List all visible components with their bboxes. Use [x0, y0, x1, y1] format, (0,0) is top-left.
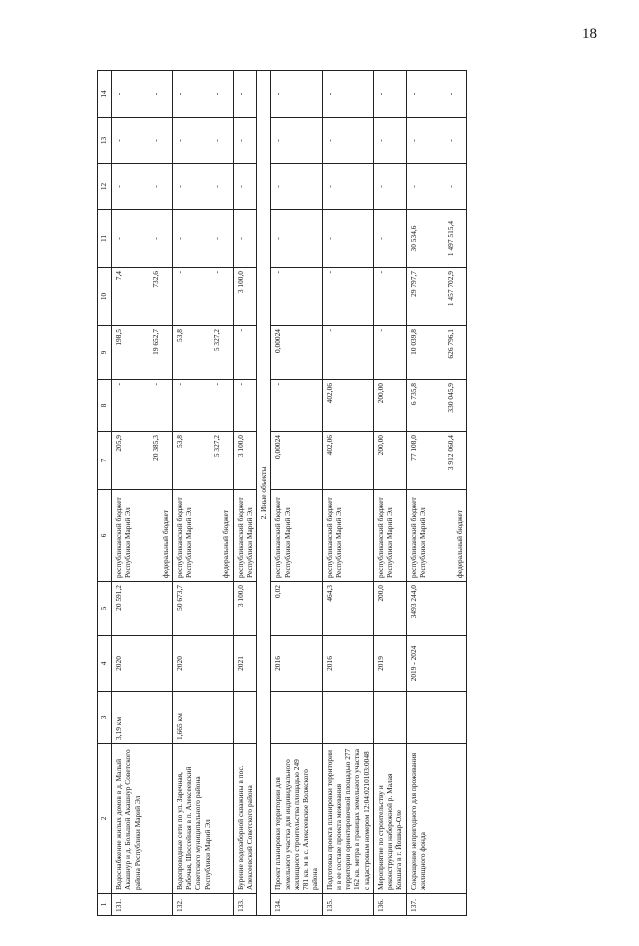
funding-source: федеральный бюджет	[455, 509, 464, 578]
amount-cell-c9	[233, 326, 257, 380]
funding-source: республиканский бюджет Республики Марий Эл	[174, 497, 193, 578]
amount-value: -	[273, 237, 283, 240]
line-gap	[123, 213, 151, 264]
row-number: 135.	[322, 894, 373, 916]
table-row	[271, 71, 322, 916]
table-row	[233, 71, 257, 916]
amount-cell-c7	[271, 432, 322, 490]
object-name: Проект планировки территории для земельного участка для индивидуального жилищного строительства площадью 249 781 кв. м в с. Алексеевское Волжского района	[271, 744, 322, 894]
column-header-14: 14	[98, 71, 112, 118]
funding-source: республиканский бюджет Республики Марий Эл	[273, 497, 292, 578]
line-gap	[418, 383, 446, 428]
line-gap	[418, 329, 446, 376]
amount-value: -	[273, 92, 283, 96]
amount-cell-c7	[233, 432, 257, 490]
amount-cell-c10	[406, 268, 467, 326]
amount-cell-c8	[271, 380, 322, 432]
line-gap	[418, 74, 446, 114]
amount-value: -	[235, 185, 245, 188]
section-row	[257, 71, 271, 916]
amount-value: -	[375, 237, 385, 240]
amount-value: 29 797,7	[408, 271, 418, 297]
amount-cell-c13	[406, 118, 467, 164]
amount-cell-c12	[406, 164, 467, 210]
funding-source-cell	[373, 490, 406, 582]
line-gap	[123, 74, 151, 114]
amount-cell-c12	[233, 164, 257, 210]
line-gap	[184, 74, 212, 114]
estimated-cost: 0,02	[271, 582, 322, 636]
amount-cell-c10	[112, 268, 173, 326]
amount-value: -	[273, 139, 283, 142]
amount-cell-c14	[406, 71, 467, 118]
row-number: 132.	[172, 894, 233, 916]
amount-cell-c13	[233, 118, 257, 164]
amount-value: 5 327,2	[212, 435, 221, 458]
amount-cell-c9	[172, 326, 233, 380]
row-number: 137.	[406, 894, 467, 916]
amount-value: 200,00	[375, 383, 385, 404]
amount-value: -	[324, 92, 334, 96]
amount-value: -	[375, 271, 385, 274]
amount-cell-c12	[172, 164, 233, 210]
funding-source-cell	[271, 490, 322, 582]
amount-cell-c11	[322, 210, 373, 268]
amount-value: -	[235, 329, 245, 332]
amount-cell-c9	[373, 326, 406, 380]
amount-cell-c14	[233, 71, 257, 118]
amount-cell-c13	[271, 118, 322, 164]
object-name: Водоснабжение жилых домов в д. Малый Акашнур и д. Большой Акашнур Советского района Республики Марий Эл	[112, 744, 173, 894]
funding-source: федеральный бюджет	[221, 509, 231, 578]
amount-cell-c13	[322, 118, 373, 164]
period: 2021	[233, 636, 257, 692]
amount-value: 3 100,0	[235, 435, 245, 458]
amount-value: -	[235, 237, 245, 240]
amount-cell-c11	[271, 210, 322, 268]
rotated-table-sheet	[97, 41, 612, 946]
amount-value: -	[324, 237, 334, 240]
column-header-13: 13	[98, 118, 112, 164]
line-gap	[193, 493, 221, 578]
amount-value: -	[174, 92, 184, 96]
period: 2019	[373, 636, 406, 692]
column-header-5: 5	[98, 582, 112, 636]
amount-cell-c8	[112, 380, 173, 432]
amount-cell-c14	[112, 71, 173, 118]
amount-cell-c13	[373, 118, 406, 164]
period: 2020	[112, 636, 173, 692]
period: 2016	[271, 636, 322, 692]
amount-value: -	[114, 92, 123, 96]
amount-cell-c12	[373, 164, 406, 210]
amount-value: -	[212, 383, 221, 386]
amount-cell-c13	[112, 118, 173, 164]
section-title: 2. Иные объекты	[257, 71, 271, 916]
amount-cell-c8	[373, 380, 406, 432]
amount-cell-c14	[322, 71, 373, 118]
line-gap	[133, 493, 161, 578]
line-gap	[418, 435, 446, 486]
amount-cell-c10	[233, 268, 257, 326]
row-number: 134.	[271, 894, 322, 916]
program-table	[97, 70, 467, 916]
amount-value: -	[114, 139, 123, 142]
amount-cell-c7	[406, 432, 467, 490]
estimated-cost: 3493 244,0	[406, 582, 467, 636]
row-number: 131.	[112, 894, 173, 916]
amount-cell-c8	[233, 380, 257, 432]
table-body	[112, 71, 467, 916]
amount-value: -	[235, 139, 245, 142]
amount-value: 30 534,6	[408, 225, 418, 252]
amount-cell-c7	[172, 432, 233, 490]
row-number: 136.	[373, 894, 406, 916]
line-gap	[123, 435, 151, 486]
amount-value: -	[445, 185, 455, 188]
line-gap	[418, 121, 446, 160]
amount-value: -	[212, 139, 221, 142]
line-gap	[418, 167, 446, 206]
amount-cell-c8	[406, 380, 467, 432]
capacity	[233, 692, 257, 744]
amount-cell-c14	[172, 71, 233, 118]
amount-value: 402,06	[324, 383, 334, 404]
amount-cell-c8	[172, 380, 233, 432]
amount-value: -	[174, 237, 184, 240]
column-header-4: 4	[98, 636, 112, 692]
amount-value: -	[212, 92, 221, 96]
amount-value: 732,6	[151, 271, 161, 288]
estimated-cost: 50 673,7	[172, 582, 233, 636]
amount-value: 19 652,7	[151, 329, 161, 355]
amount-value: -	[375, 139, 385, 142]
amount-value: -	[445, 92, 455, 96]
column-header-8: 8	[98, 380, 112, 432]
funding-source: республиканский бюджет Республики Марий Эл	[375, 497, 394, 578]
amount-cell-c12	[322, 164, 373, 210]
amount-cell-c10	[322, 268, 373, 326]
amount-cell-c10	[373, 268, 406, 326]
amount-value: -	[212, 271, 221, 274]
line-gap	[184, 383, 212, 428]
column-header-9: 9	[98, 326, 112, 380]
amount-value: -	[408, 185, 418, 188]
funding-source-cell	[172, 490, 233, 582]
amount-value: -	[151, 383, 161, 386]
object-name: Сокращение непригодного для проживания жилищного фонда	[406, 744, 467, 894]
amount-value: 20 385,3	[151, 435, 161, 461]
period: 2020	[172, 636, 233, 692]
amount-value: 198,5	[114, 329, 123, 346]
amount-cell-c11	[172, 210, 233, 268]
amount-value: -	[174, 271, 184, 274]
amount-value: -	[114, 237, 123, 240]
line-gap	[184, 271, 212, 322]
amount-value: 10 039,8	[408, 329, 418, 355]
amount-value: 1 457 702,9	[445, 271, 455, 307]
object-name: Водопроводные сети по ул. Заречная, Рабочая, Шоссейная в п. Алексеевский Советского муниципального района Республики Марий Эл	[172, 744, 233, 894]
table-row	[406, 71, 467, 916]
column-header-11: 11	[98, 210, 112, 268]
line-gap	[123, 271, 151, 322]
amount-value: -	[375, 185, 385, 188]
amount-value: -	[375, 329, 385, 332]
amount-value: -	[324, 271, 334, 274]
amount-value: -	[151, 185, 161, 188]
amount-value: -	[324, 329, 334, 332]
funding-source: республиканский бюджет Республики Марий Эл	[324, 497, 343, 578]
line-gap	[123, 121, 151, 160]
column-header-12: 12	[98, 164, 112, 210]
column-header-2: 2	[98, 744, 112, 894]
amount-value: 402,06	[324, 435, 334, 456]
line-gap	[184, 329, 212, 376]
amount-value: -	[174, 139, 184, 142]
table-row	[112, 71, 173, 916]
funding-source: республиканский бюджет Республики Марий Эл	[408, 497, 427, 578]
period: 2016	[322, 636, 373, 692]
amount-cell-c10	[271, 268, 322, 326]
amount-cell-c12	[271, 164, 322, 210]
capacity	[322, 692, 373, 744]
amount-value: 200,00	[375, 435, 385, 456]
funding-source-cell	[406, 490, 467, 582]
amount-value: -	[235, 383, 245, 386]
column-header-3: 3	[98, 692, 112, 744]
amount-value: 3 912 060,4	[445, 435, 455, 471]
amount-cell-c7	[322, 432, 373, 490]
row-number: 133.	[233, 894, 257, 916]
amount-value: 0,00024	[273, 329, 283, 354]
amount-value: 330 045,9	[445, 383, 455, 413]
capacity: 3,19 км	[112, 692, 173, 744]
line-gap	[184, 167, 212, 206]
amount-cell-c9	[271, 326, 322, 380]
object-name: Мероприятие по строительству и реконструкции набережной р. Малая Кокшага в г. Йошкар-Оле	[373, 744, 406, 894]
amount-cell-c12	[112, 164, 173, 210]
capacity	[373, 692, 406, 744]
amount-value: -	[408, 139, 418, 142]
line-gap	[184, 213, 212, 264]
amount-value: -	[408, 92, 418, 96]
table-row	[322, 71, 373, 916]
amount-value: -	[151, 237, 161, 240]
amount-cell-c9	[406, 326, 467, 380]
amount-value: -	[324, 139, 334, 142]
amount-value: -	[212, 237, 221, 240]
amount-value: 53,8	[174, 329, 184, 342]
amount-value: -	[174, 185, 184, 188]
line-gap	[123, 383, 151, 428]
amount-value: -	[212, 185, 221, 188]
estimated-cost: 464,3	[322, 582, 373, 636]
estimated-cost: 20 591,2	[112, 582, 173, 636]
amount-value: 205,9	[114, 435, 123, 452]
amount-cell-c9	[322, 326, 373, 380]
funding-source-cell	[112, 490, 173, 582]
amount-cell-c7	[112, 432, 173, 490]
funding-source: республиканский бюджет Республики Марий Эл	[235, 497, 254, 578]
column-header-6: 6	[98, 490, 112, 582]
amount-value: 3 100,0	[235, 271, 245, 294]
amount-value: -	[273, 271, 283, 274]
amount-value: 53,8	[174, 435, 184, 448]
amount-value: 6 735,8	[408, 383, 418, 406]
estimated-cost: 3 100,0	[233, 582, 257, 636]
capacity	[271, 692, 322, 744]
object-name: Подготовка проекта планировки территории и в ее составе проекта межевания территории ориентировочной площадью 277 162 кв. метра в границах земельного участка с кадастровым номером 12:04:0210103:0048	[322, 744, 373, 894]
amount-value: -	[114, 185, 123, 188]
amount-cell-c7	[373, 432, 406, 490]
estimated-cost: 200,0	[373, 582, 406, 636]
funding-source-cell	[233, 490, 257, 582]
capacity	[406, 692, 467, 744]
amount-value: 77 108,0	[408, 435, 418, 461]
line-gap	[123, 167, 151, 206]
line-gap	[184, 435, 212, 486]
amount-cell-c14	[271, 71, 322, 118]
column-header-10: 10	[98, 268, 112, 326]
amount-value: -	[324, 185, 334, 188]
amount-value: -	[235, 92, 245, 96]
amount-value: -	[273, 383, 283, 386]
amount-cell-c11	[406, 210, 467, 268]
amount-cell-c11	[373, 210, 406, 268]
amount-value: 7,4	[114, 271, 123, 281]
table-row	[373, 71, 406, 916]
page-number: 18	[582, 26, 597, 42]
amount-value: -	[151, 92, 161, 96]
amount-value: 1 497 515,4	[445, 220, 455, 257]
amount-value: -	[174, 383, 184, 386]
amount-value: -	[445, 139, 455, 142]
amount-value: -	[273, 185, 283, 188]
line-gap	[427, 493, 455, 578]
line-gap	[418, 213, 446, 264]
capacity: 1,665 км	[172, 692, 233, 744]
amount-cell-c13	[172, 118, 233, 164]
period: 2019 - 2024	[406, 636, 467, 692]
amount-value: 0,00024	[273, 435, 283, 460]
funding-source-cell	[322, 490, 373, 582]
table-row	[172, 71, 233, 916]
line-gap	[418, 271, 446, 322]
amount-cell-c10	[172, 268, 233, 326]
column-header-1: 1	[98, 894, 112, 916]
amount-value: -	[375, 92, 385, 96]
line-gap	[184, 121, 212, 160]
amount-value: -	[151, 139, 161, 142]
amount-value: 626 796,1	[445, 329, 455, 359]
amount-value: 5 327,2	[212, 329, 221, 352]
amount-cell-c11	[233, 210, 257, 268]
amount-cell-c9	[112, 326, 173, 380]
amount-cell-c11	[112, 210, 173, 268]
column-header-7: 7	[98, 432, 112, 490]
amount-cell-c8	[322, 380, 373, 432]
object-name: Бурение водозаборной скважины в пос. Алексеевский Советского района	[233, 744, 257, 894]
amount-cell-c14	[373, 71, 406, 118]
line-gap	[123, 329, 151, 376]
header-row	[98, 71, 112, 916]
amount-value: -	[114, 383, 123, 386]
funding-source: республиканский бюджет Республики Марий Эл	[114, 497, 133, 578]
funding-source: федеральный бюджет	[160, 509, 170, 578]
